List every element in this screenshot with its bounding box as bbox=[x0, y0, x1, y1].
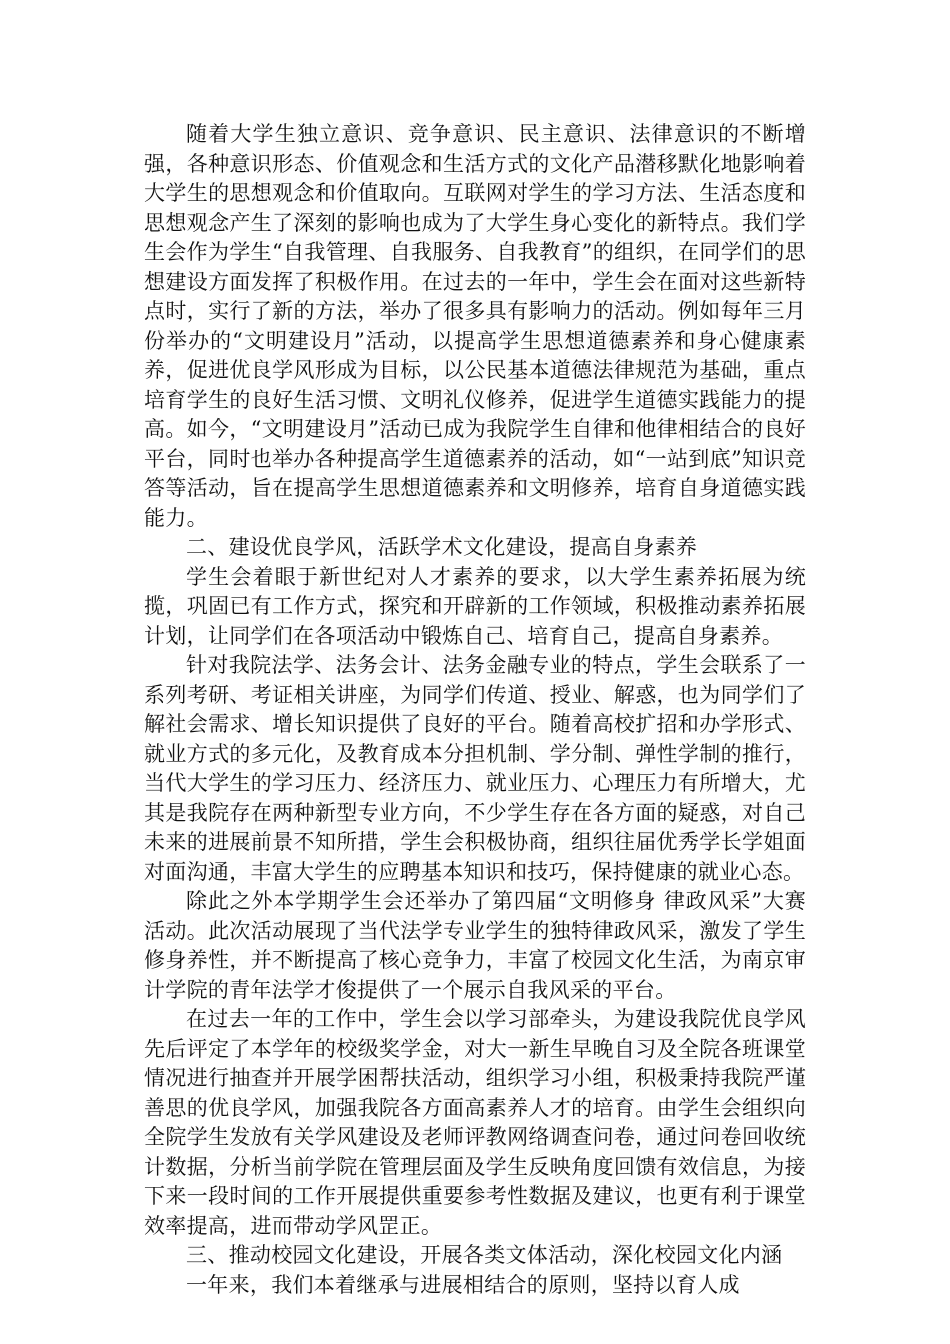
document-body bbox=[144, 120, 806, 1300]
paragraph-ideological-construction: 随着大学生独立意识、竞争意识、民主意识、法律意识的不断增强，各种意识形态、价值观念和生活方式的文化产品潜移默化地影响着大学生的思想观念和价值取向。互联网对学生的学习方法、生活态度和思想观念产生了深刻的影响也成为了大学生身心变化的新特点。我们学生会作为学生“自我管理、自我服务、自我教育”的组织，在同学们的思想建设方面发挥了积极作用。在过去的一年中，学生会在面对这些新特点时，实行了新的方法，举办了很多具有影响力的活动。例如每年三月份举办的“文明建设月”活动，以提高学生思想道德素养和身心健康素养，促进优良学风形成为目标，以公民基本道德法律规范为基础，重点培育学生的良好生活习惯、文明礼仪修养，促进学生道德实践能力的提高。如今，“文明建设月”活动已成为我院学生自律和他律相结合的良好平台，同时也举办各种提高学生道德素养的活动，如“一站到底”知识竞答等活动，旨在提高学生思想道德素养和文明修养，培育自身道德实践能力。 bbox=[144, 122, 806, 530]
paragraph-study-department: 在过去一年的工作中，学生会以学习部牵头，为建设我院优良学风先后评定了本学年的校级奖学金，对大一新生早晚自习及全院各班课堂情况进行抽查并开展学困帮扶活动，组织学习小组，积极秉持我院严谨善思的优良学风，加强我院各方面高素养人才的培育。由学生会组织向全院学生发放有关学风建设及老师评教网络调查问卷，通过问卷回收统计数据，分析当前学院在管理层面及学生反映角度回馈有效信息，为接下来一段时间的工作开展提供重要参考性数据及建议，也更有利于课堂效率提高，进而带动学风罡正。 bbox=[144, 1007, 806, 1238]
paragraph-quality-expansion: 学生会着眼于新世纪对人才素养的要求，以大学生素养拓展为统揽，巩固已有工作方式，探究和开辟新的工作领域，积极推动素养拓展计划，让同学们在各项活动中锻炼自己、培育自己，提高自身素养。 bbox=[144, 564, 806, 648]
paragraph-lectures-career: 针对我院法学、法务会计、法务金融专业的特点，学生会联系了一系列考研、考证相关讲座，为同学们传道、授业、解惑，也为同学们了解社会需求、增长知识提供了良好的平台。随着高校扩招和办学形式、就业方式的多元化，及教育成本分担机制、学分制、弹性学制的推行，当代大学生的学习压力、经济压力、就业压力、心理压力有所增大，尤其是我院存在两种新型专业方向，不少学生存在各方面的疑惑，对自己未来的进展前景不知所措，学生会积极协商，组织往届优秀学长学姐面对面沟通，丰富大学生的应聘基本知识和技巧，保持健康的就业心态。 bbox=[144, 653, 806, 884]
paragraph-law-contest: 除此之外本学期学生会还举办了第四届“文明修身 律政风采”大赛活动。此次活动展现了当代法学专业学生的独特律政风采，激发了学生修身养性，并不断提高了核心竞争力，丰富了校园文化生活，为南京审计学院的青年法学才俊提供了一个展示自我风采的平台。 bbox=[144, 889, 806, 1002]
section-heading-campus-culture: 三、推动校园文化建设，开展各类文体活动，深化校园文化内涵 bbox=[186, 1243, 783, 1267]
paragraph-campus-culture-intro: 一年来，我们本着继承与进展相结合的原则，坚持以育人成 bbox=[186, 1272, 740, 1297]
section-heading-study-style: 二、建设优良学风，活跃学术文化建设，提高自身素养 bbox=[186, 535, 698, 559]
